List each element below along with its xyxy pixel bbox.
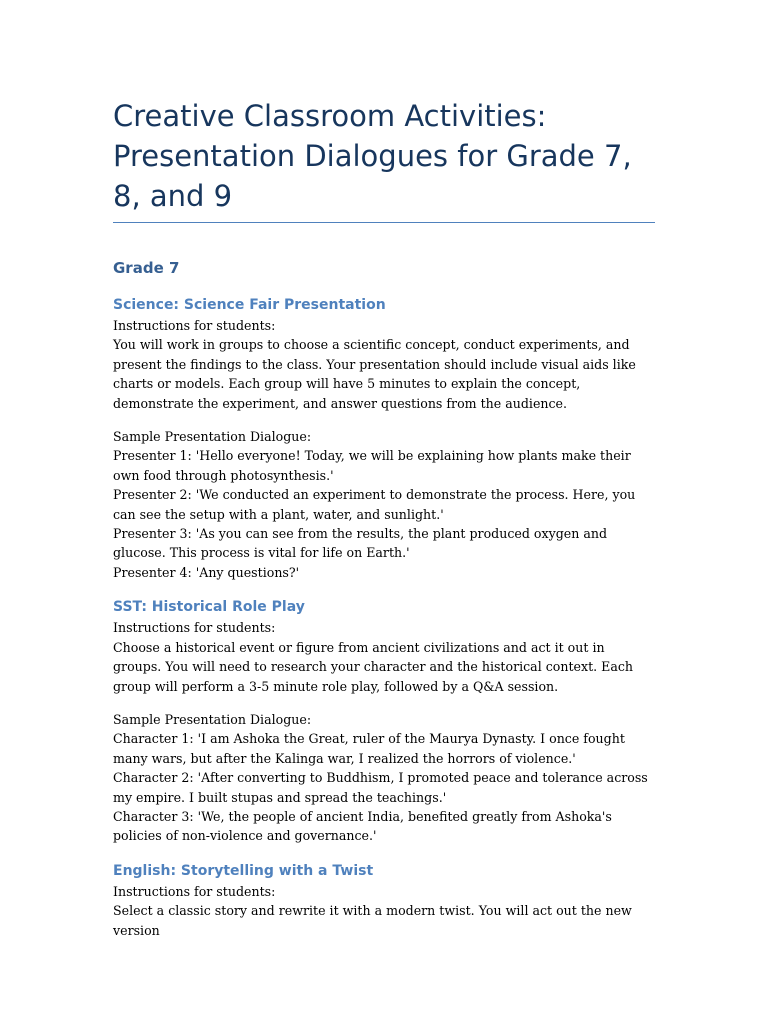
dialogue-block [113,710,655,846]
instructions-label: Instructions for students: [113,883,276,899]
instructions-text: You will work in groups to choose a scientific concept, conduct experiments, and present the findings to the class. Your presentation should include visual aids like charts or models. Each group will have 5 minutes to explain the concept, demonstrate the experiment, and answer questions from the audience. [113,337,636,411]
section-heading: Science: Science Fair Presentation [113,297,386,313]
instructions-text: Choose a historical event or figure from ancient civilizations and act it out in groups. You will need to research your character and the historical context. Each group will perform a 3-5 minute role play, followed by a Q&A session. [113,639,634,694]
instructions-block [113,882,655,940]
instructions-label: Instructions for students: [113,318,276,333]
instructions-block [113,618,655,696]
dialogue-block [113,427,655,582]
dialogue-line: Character 3: 'We, the people of ancient India, benefited greatly from Ashoka's policies of non-violence and governance.' [113,808,612,844]
section-heading: SST: Historical Role Play [113,599,305,616]
section-sst [113,596,655,845]
section-english [113,860,655,940]
dialogue-line: Character 1: 'I am Ashoka the Great, ruler of the Maurya Dynasty. I once fought many wars, but after the Kalinga war, I realized the horrors of violence.' [113,731,625,766]
instructions-label: Instructions for students: [113,620,276,636]
dialogue-label: Sample Presentation Dialogue: [113,429,312,445]
dialogue-line: Presenter 3: 'As you can see from the results, the plant produced oxygen and glucose. This process is vital for life on Earth.' [113,526,608,561]
document-page [113,0,655,940]
document-title: Creative Classroom Activities: Presentation Dialogues for Grade 7, 8, and 9 [113,96,655,223]
dialogue-label: Sample Presentation Dialogue: [113,711,312,727]
section-science [113,294,655,582]
instructions-text: Select a classic story and rewrite it with a modern twist. You will act out the new version [113,903,632,938]
instructions-block [113,316,655,413]
dialogue-line: Presenter 2: 'We conducted an experiment to demonstrate the process. Here, you can see the setup with a plant, water, and sunlight.' [113,487,636,522]
dialogue-line: Character 2: 'After converting to Buddhism, I promoted peace and tolerance across my empire. I built stupas and spread the teachings.' [113,770,648,805]
dialogue-line: Presenter 4: 'Any questions?' [113,564,300,580]
dialogue-line: Presenter 1: 'Hello everyone! Today, we will be explaining how plants make their own food through photosynthesis.' [113,448,631,483]
grade-heading: Grade 7 [113,259,180,277]
section-heading: English: Storytelling with a Twist [113,862,374,879]
